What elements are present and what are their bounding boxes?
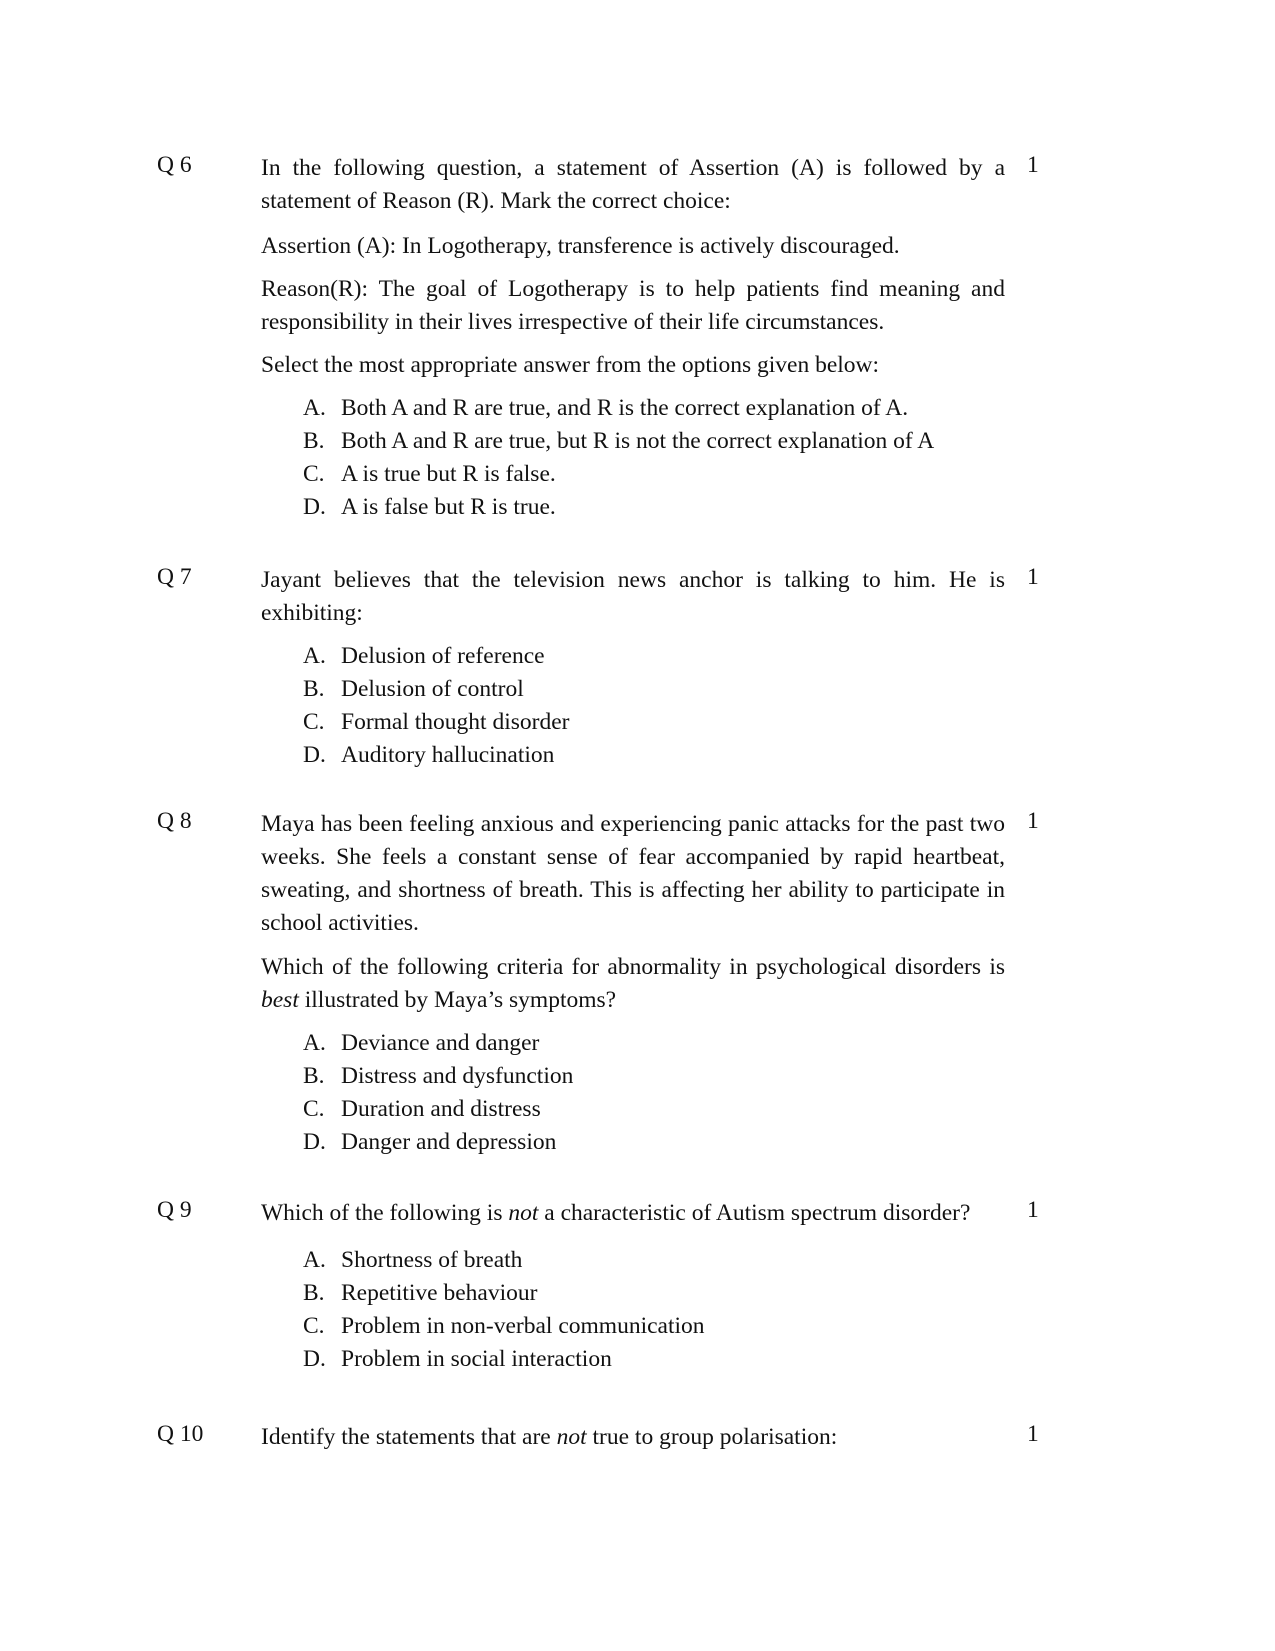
option-letter: D. [303, 1129, 326, 1155]
question-text-pre: Identify the statements that are [261, 1424, 557, 1450]
option-a [303, 640, 1005, 673]
question-marks: 1 [1027, 1421, 1039, 1447]
option-text: Delusion of reference [341, 643, 545, 669]
question-text-emphasis: not [508, 1200, 539, 1226]
question-marks: 1 [1027, 152, 1039, 178]
option-c [303, 1093, 1005, 1126]
options-list [261, 392, 1005, 524]
option-text: Problem in social interaction [341, 1346, 612, 1372]
instruction-text: Select the most appropriate answer from the options given below: [261, 352, 880, 378]
option-letter: D. [303, 742, 326, 768]
assertion-text: Assertion (A): In Logotherapy, transference is actively discouraged. [261, 233, 900, 259]
option-text: Formal thought disorder [341, 709, 570, 735]
option-letter: C. [303, 1096, 325, 1122]
option-c [303, 458, 1005, 491]
question-marks: 1 [1027, 808, 1039, 834]
option-letter: A. [303, 395, 326, 421]
option-a [303, 392, 1005, 425]
question-text-pre: Which of the following is [261, 1200, 509, 1226]
question-number: Q 8 [157, 808, 192, 834]
option-letter: A. [303, 1247, 326, 1273]
option-text: A is false but R is true. [341, 494, 556, 520]
option-text: Shortness of breath [341, 1247, 523, 1273]
option-letter: D. [303, 1346, 326, 1372]
prompt-text-emphasis: best [261, 987, 299, 1013]
option-a [303, 1027, 1005, 1060]
question-text: In the following question, a statement of Assertion (A) is followed by a statement of Reason (R). Mark the correct choice: [261, 155, 1005, 214]
question-text-emphasis: not [556, 1424, 587, 1450]
question-body [261, 564, 1005, 772]
option-b [303, 425, 1005, 458]
question-text-post: a characteristic of Autism spectrum disorder? [538, 1200, 971, 1226]
option-d [303, 491, 1005, 524]
option-letter: A. [303, 643, 326, 669]
option-letter: D. [303, 494, 326, 520]
option-letter: C. [303, 461, 325, 487]
options-list [261, 1244, 1005, 1376]
prompt-text-pre: Which of the following criteria for abnormality in psychological disorders is [261, 954, 1005, 980]
option-b [303, 1060, 1005, 1093]
option-text: Both A and R are true, but R is not the correct explanation of A [341, 428, 935, 454]
prompt-text-post: illustrated by Maya’s symptoms? [298, 987, 617, 1013]
option-d [303, 1126, 1005, 1159]
question-prompt [261, 951, 1005, 1017]
option-text: Danger and depression [341, 1129, 557, 1155]
option-d [303, 739, 1005, 772]
option-text: Both A and R are true, and R is the correct explanation of A. [341, 395, 909, 421]
option-text: Distress and dysfunction [341, 1063, 574, 1089]
option-d [303, 1343, 1005, 1376]
option-text: A is true but R is false. [341, 461, 556, 487]
option-letter: B. [303, 676, 325, 702]
question-body [261, 1197, 1005, 1376]
option-b [303, 1277, 1005, 1310]
question-text-post: true to group polarisation: [586, 1424, 838, 1450]
reason-text: Reason(R): The goal of Logotherapy is to help patients find meaning and responsibility in their lives irrespective of their life circumstances. [261, 276, 1005, 335]
question-body [261, 1421, 1005, 1466]
question-number: Q 10 [157, 1421, 204, 1447]
question-number: Q 9 [157, 1197, 192, 1223]
option-letter: B. [303, 1063, 325, 1089]
option-letter: B. [303, 1280, 325, 1306]
option-a [303, 1244, 1005, 1277]
question-text [261, 1421, 1005, 1454]
question-number: Q 7 [157, 564, 192, 590]
question-text: Jayant believes that the television news anchor is talking to him. He is exhibiting: [261, 567, 1005, 626]
option-c [303, 706, 1005, 739]
question-text [261, 1197, 1005, 1230]
option-text: Auditory hallucination [341, 742, 555, 768]
option-text: Duration and distress [341, 1096, 541, 1122]
question-text: Maya has been feeling anxious and experiencing panic attacks for the past two weeks. She feels a constant sense of fear accompanied by rapid heartbeat, sweating, and shortness of breath. This is affecting her ability to participate in school activities. [261, 811, 1005, 936]
options-list [261, 1027, 1005, 1159]
option-c [303, 1310, 1005, 1343]
option-text: Deviance and danger [341, 1030, 540, 1056]
option-letter: A. [303, 1030, 326, 1056]
option-letter: B. [303, 428, 325, 454]
option-text: Problem in non-verbal communication [341, 1313, 705, 1339]
question-marks: 1 [1027, 1197, 1039, 1223]
option-letter: C. [303, 1313, 325, 1339]
question-number: Q 6 [157, 152, 192, 178]
option-letter: C. [303, 709, 325, 735]
question-body [261, 808, 1005, 1159]
option-b [303, 673, 1005, 706]
option-text: Repetitive behaviour [341, 1280, 538, 1306]
question-marks: 1 [1027, 564, 1039, 590]
options-list [261, 640, 1005, 772]
question-body [261, 152, 1005, 524]
option-text: Delusion of control [341, 676, 524, 702]
